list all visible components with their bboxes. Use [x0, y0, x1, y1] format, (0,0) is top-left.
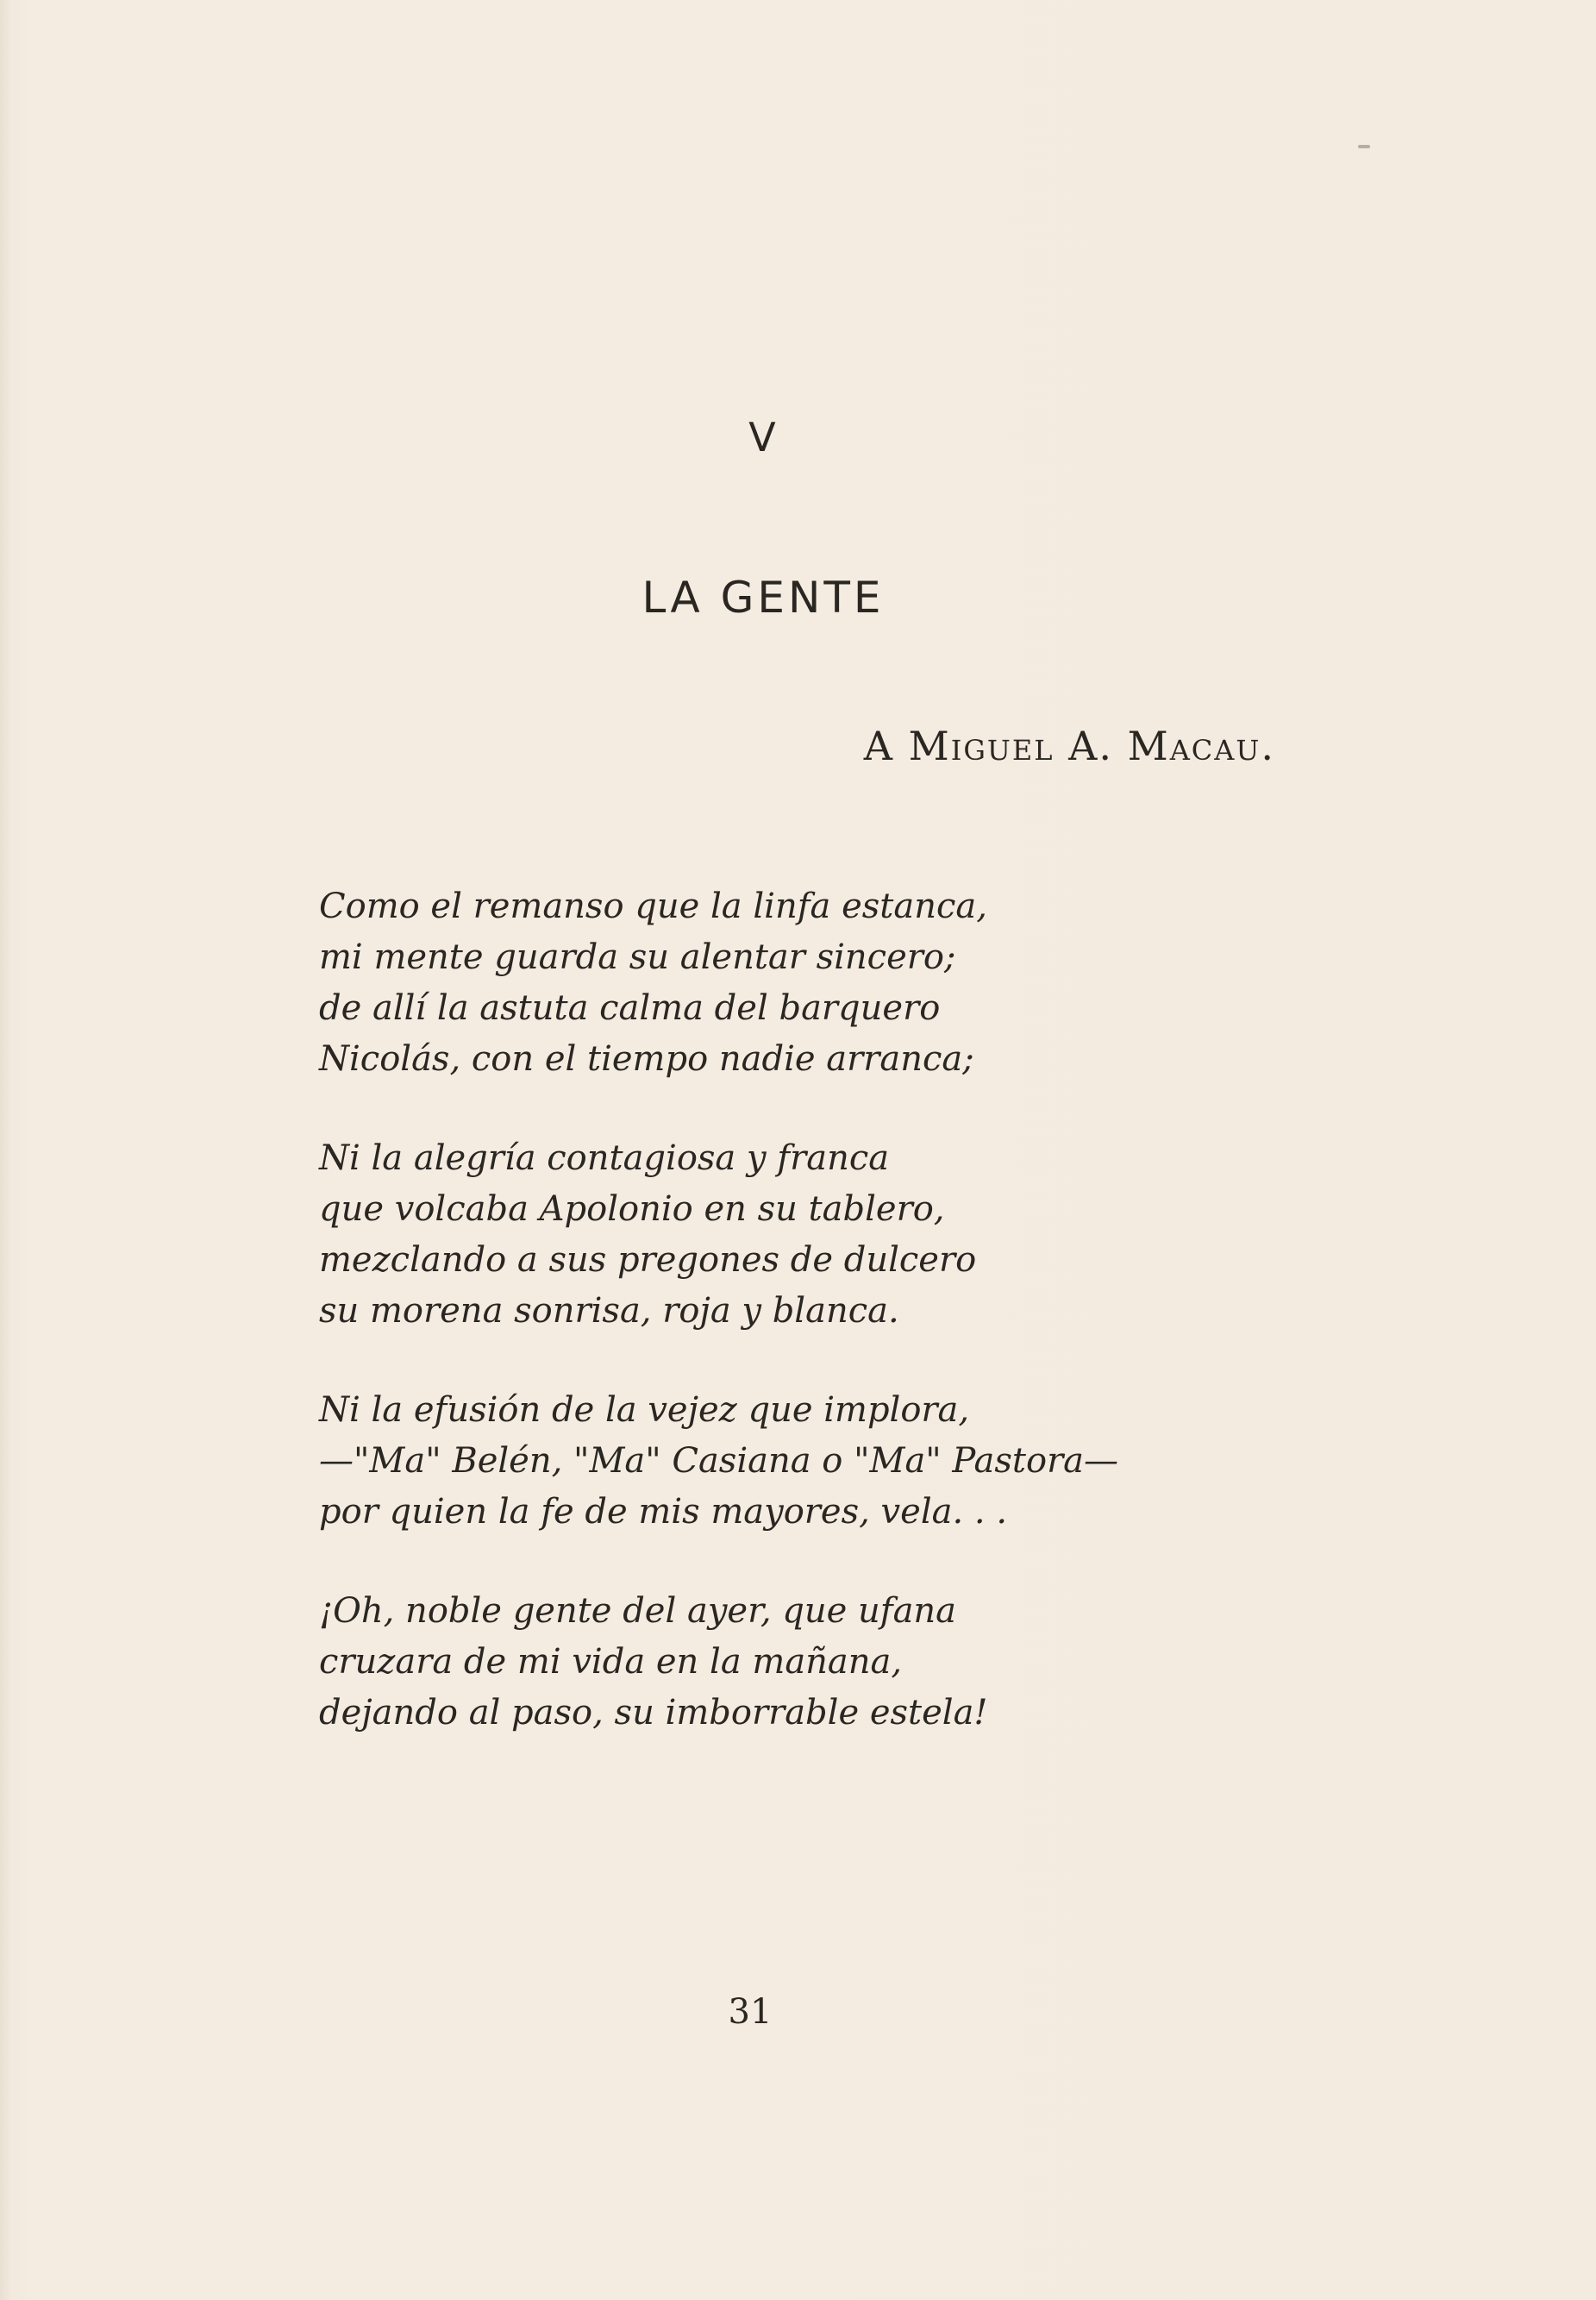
section-number: V [748, 414, 778, 461]
stanza-4 [319, 1586, 1319, 1739]
poem-line: Como el remanso que la linfa estanca, [319, 887, 987, 926]
stanza-1 [319, 881, 1319, 1085]
poem-line: cruzara de mi vida en la mañana, [319, 1642, 903, 1682]
poem-body [319, 881, 1319, 1739]
poem-line: Ni la alegría contagiosa y franca [319, 1138, 890, 1178]
poem-line: Nicolás, con el tiempo nadie arranca; [319, 1039, 974, 1079]
poem-line: su morena sonrisa, roja y blanca. [319, 1291, 899, 1331]
poem-line: ¡Oh, noble gente del ayer, que ufana [319, 1591, 957, 1631]
poem-line: dejando al paso, su imborrable estela! [319, 1693, 988, 1733]
poem-line: Ni la efusión de la vejez que implora, [319, 1390, 970, 1430]
poem-title: LA GENTE [642, 573, 885, 623]
poem-line: mi mente guarda su alentar sincero; [319, 937, 956, 977]
dedication: A Miguel A. Macau. [863, 723, 1275, 769]
poem-line: —"Ma" Belén, "Ma" Casiana o "Ma" Pastora— [319, 1441, 1119, 1481]
paper-fleck [1358, 145, 1370, 148]
page-number: 31 [728, 1992, 773, 2032]
poem-line: mezclando a sus pregones de dulcero [319, 1240, 977, 1280]
stanza-3 [319, 1385, 1319, 1538]
poem-line: que volcaba Apolonio en su tablero, [319, 1189, 945, 1229]
poem-line: de allí la astuta calma del barquero [319, 988, 941, 1028]
stanza-2 [319, 1133, 1319, 1337]
poem-line: por quien la fe de mis mayores, vela. . . [319, 1492, 1008, 1532]
